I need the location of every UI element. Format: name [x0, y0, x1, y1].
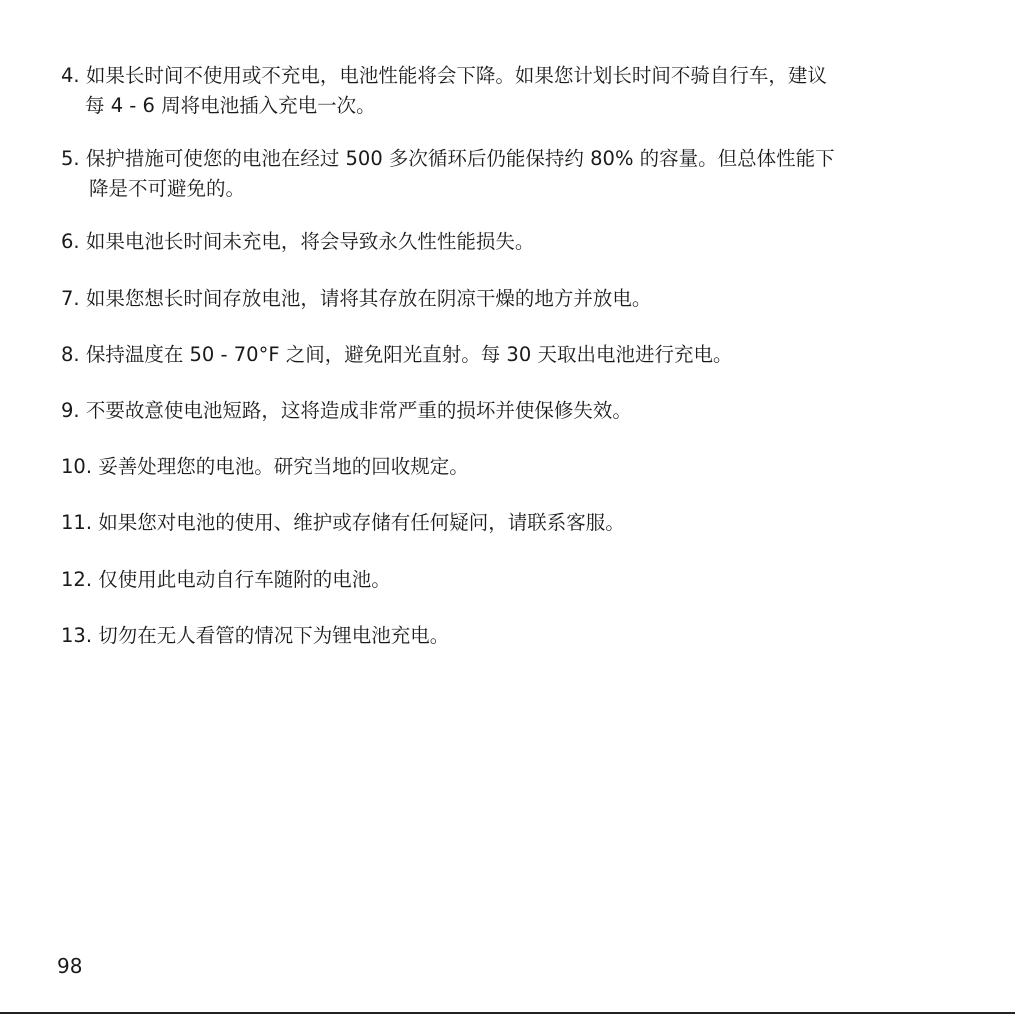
item-text: 如果您想长时间存放电池，请将其存放在阴凉干燥的地方并放电。: [85, 287, 652, 310]
item-number: 8.: [61, 343, 80, 366]
item-text: 如果您对电池的使用、维护或存储有任何疑问，请联系客服。: [98, 511, 625, 534]
item-number: 10.: [61, 455, 93, 478]
item-number: 7.: [61, 287, 80, 310]
item-text: 妥善处理您的电池。研究当地的回收规定。: [98, 455, 469, 478]
item-number: 11.: [61, 511, 93, 534]
item-number: 12.: [61, 568, 93, 591]
item-text: 仅使用此电动自行车随附的电池。: [98, 568, 391, 591]
bottom-divider: [0, 1012, 1015, 1014]
item-text: 切勿在无人看管的情况下为锂电池充电。: [98, 624, 450, 647]
item-number: 5.: [61, 147, 80, 170]
list-item-6: [61, 227, 981, 257]
list-item-12: [61, 565, 981, 595]
item-number: 13.: [61, 624, 93, 647]
item-text: 不要故意使电池短路，这将造成非常严重的损坏并使保修失效。: [85, 399, 632, 422]
item-text-line2: 每 4 - 6 周将电池插入充电一次。: [85, 94, 376, 117]
list-item-7: [61, 284, 981, 314]
item-text: 如果电池长时间未充电，将会导致永久性性能损失。: [85, 230, 535, 253]
list-item-10: [61, 452, 981, 482]
list-item-5: [61, 144, 981, 204]
page-number: 98: [57, 954, 83, 978]
item-text-line2: 降是不可避免的。: [89, 177, 246, 200]
list-item-4: [61, 61, 981, 121]
item-text: 保持温度在 50 - 70°F 之间，避免阳光直射。每 30 天取出电池进行充电。: [85, 343, 733, 366]
item-text-line1: 保护措施可使您的电池在经过 500 多次循环后仍能保持约 80% 的容量。但总体性能下: [85, 147, 835, 170]
list-item-9: [61, 396, 981, 426]
list-item-13: [61, 621, 981, 651]
item-number: 6.: [61, 230, 80, 253]
item-number: 9.: [61, 399, 80, 422]
list-item-11: [61, 508, 981, 538]
list-item-8: [61, 340, 981, 370]
item-number: 4.: [61, 64, 80, 87]
item-text-line1: 如果长时间不使用或不充电，电池性能将会下降。如果您计划长时间不骑自行车，建议: [85, 64, 827, 87]
